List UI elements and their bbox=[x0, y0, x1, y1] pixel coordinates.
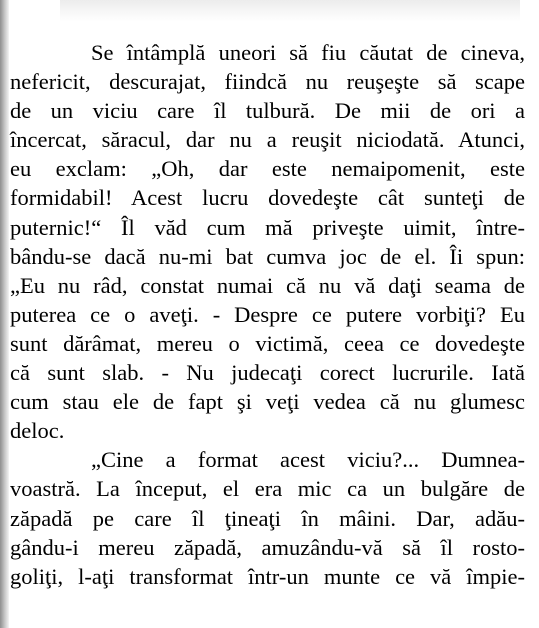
text-line: de un viciu care îl tulbură. De mii de ori a bbox=[10, 98, 525, 124]
paragraph bbox=[10, 445, 525, 590]
text-line: formidabil! Acest lucru dovedeşte cât sunteţi de bbox=[10, 185, 525, 211]
page-gutter-shadow bbox=[0, 0, 9, 628]
text-line: gându-i mereu zăpadă, amuzându-vă să îl rosto- bbox=[10, 534, 525, 560]
text-line: deloc. bbox=[10, 418, 65, 444]
text-line: eu exclam: „Oh, dar este nemaipomenit, este bbox=[10, 156, 525, 182]
text-line: nefericit, descurajat, fiindcă nu reuşeşte să scape bbox=[10, 69, 525, 95]
text-line: zăpadă pe care îl ţineaţi în mâini. Dar, adău- bbox=[10, 505, 525, 531]
text-line: sunt dărâmat, mereu o victimă, ceea ce dovedeşte bbox=[10, 330, 525, 356]
page-top-bleed bbox=[60, 0, 520, 22]
text-line: „Cine a format acest viciu?... Dumnea- bbox=[91, 447, 525, 473]
text-line: puterea ce o aveţi. - Despre ce putere vorbiţi? Eu bbox=[10, 301, 525, 327]
text-line: bându-se dacă nu-mi bat cumva joc de el. Îi spun: bbox=[10, 243, 525, 269]
body-text bbox=[10, 38, 525, 591]
text-line: voastră. La început, el era mic ca un bulgăre de bbox=[10, 476, 525, 502]
text-line: cum stau ele de fapt şi veţi vedea că nu glumesc bbox=[10, 389, 525, 415]
paragraph bbox=[10, 38, 525, 445]
text-line: încercat, săracul, dar nu a reuşit niciodată. Atunci, bbox=[10, 127, 525, 153]
text-line: că sunt slab. - Nu judecaţi corect lucrurile. Iată bbox=[10, 360, 525, 386]
text-line: puternic!“ Îl văd cum mă priveşte uimit, între- bbox=[10, 214, 525, 240]
text-line: „Eu nu râd, constat numai că nu vă daţi seama de bbox=[10, 272, 525, 298]
text-line: goliţi, l-aţi transformat într-un munte ce vă împie- bbox=[10, 563, 525, 589]
text-line: Se întâmplă uneori să fiu căutat de cineva, bbox=[91, 40, 525, 65]
